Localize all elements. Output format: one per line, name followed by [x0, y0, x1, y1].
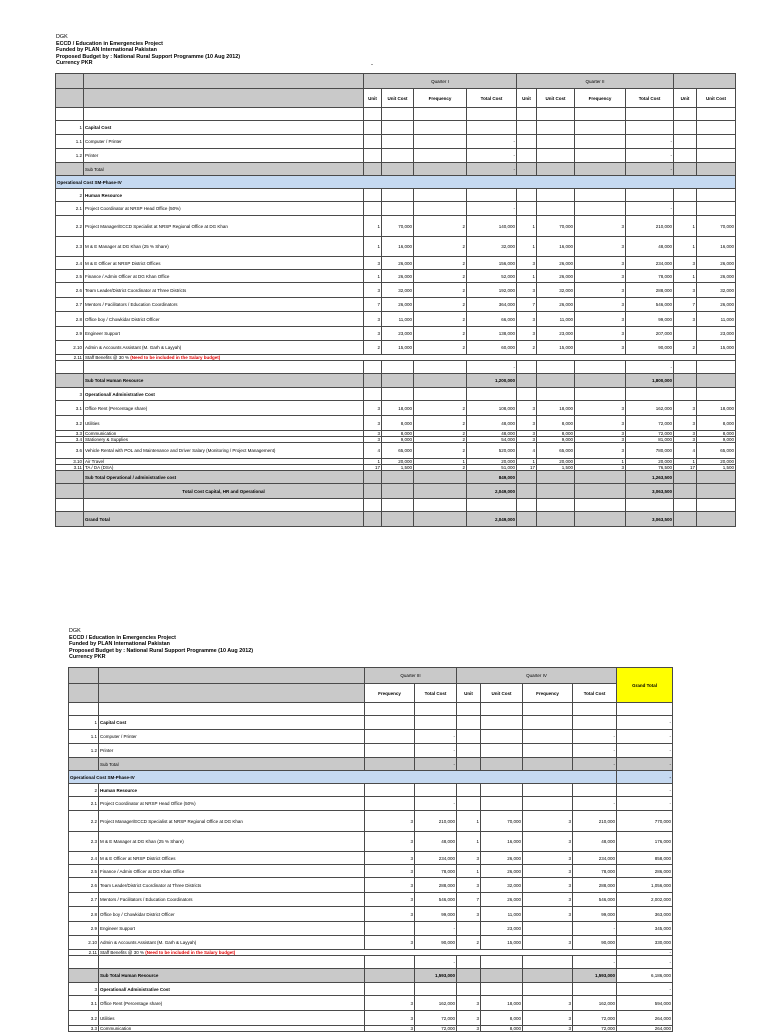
table-row: 3.2 Utilities 3 8,000 2 48,000 3 8,000 3 72,000 3 8,000 — [56, 416, 736, 431]
row-label: Communication — [84, 431, 364, 437]
row-label: Sub Total — [84, 163, 364, 176]
grand-total-cell: 770,000 — [617, 811, 673, 832]
table-row: 2.8 Office boy / Chowkidar District Officer 3 99,000 3 11,000 3 99,000 363,000 — [69, 907, 673, 922]
table-row: 3 Operational/ Administrative Cost — [56, 388, 736, 401]
table-row: 1.2 Printer - - — [56, 149, 736, 163]
table-row: 3.10 Air Travel 1 20,000 1 20,000 1 20,000 1 20,000 1 20,000 — [56, 459, 736, 465]
table-row: 2 Human Resource - — [69, 784, 673, 797]
quarter-header-row — [56, 74, 736, 89]
subtotal-row: Sub Total - - - — [69, 758, 673, 771]
col-frequency: Frequency — [365, 684, 415, 703]
salary-note: (Need to be included in the Salary budget) — [145, 950, 236, 955]
row-label: Human Resource — [84, 189, 364, 202]
table-row: 3.3 Communication 3 8,000 2 48,000 3 8,000 3 72,000 3 8,000 — [56, 431, 736, 437]
proposal-line: Proposed Budget by : National Rural Support Programme (10 Aug 2012) — [56, 53, 241, 60]
col-total-cost: Total Cost — [467, 89, 517, 108]
subtotal-row: Sub Total Operational / administrative cost 849,000 1,263,500 — [56, 471, 736, 484]
row-label: Stationery & Supplies — [84, 437, 364, 443]
project-title: ECCD / Education in Emergencies Project — [56, 40, 163, 47]
table-row: 3.11 TA / DA (DSA) 17 1,500 2 51,000 17 1,500 3 76,500 17 1,500 — [56, 465, 736, 471]
table-row: 2.6 Team Leader/District Coordinator at Three Districts 3 288,000 3 32,000 3 288,000 1,056,000 — [69, 878, 673, 893]
table-row: 1 Capital Cost — [56, 121, 736, 135]
row-label: Capital Cost — [84, 121, 364, 135]
grand-total-cell: 264,000 — [617, 1026, 673, 1032]
grand-total-cell: 858,000 — [617, 852, 673, 865]
table-row: 3.4 Stationery & Supplies 3 9,000 2 54,000 3 9,000 3 81,000 3 9,000 — [56, 437, 736, 443]
row-label: M & E Manager at DG Khan (25 % Share) — [99, 832, 365, 852]
section-row — [56, 176, 736, 189]
table-row: 2.10 Admin & Accounts Assistant (M. Garh & Layyah) 3 90,000 2 15,000 3 90,000 330,000 — [69, 936, 673, 950]
col-unit-cost: Unit Cost — [537, 89, 575, 108]
row-label: Team Leader/District Coordinator at Three Districts — [84, 283, 364, 298]
quarter-3-label: Quarter III — [365, 668, 457, 684]
grand-total-cell: 286,000 — [617, 865, 673, 878]
col-total-cost: Total Cost — [626, 89, 674, 108]
row-label: Office boy / Chowkidar District Officer — [84, 312, 364, 327]
row-label: Vehicle Rental with POL and Maintenance and Driver Salary (Monitoring / Project Management) — [84, 443, 364, 459]
row-label: TA / DA (DSA) — [84, 465, 364, 471]
quarter-4-label: Quarter IV — [457, 668, 617, 684]
table-row: 3.2 Utilities 3 72,000 3 8,000 3 72,000 264,000 — [69, 1011, 673, 1026]
row-label: Air Travel — [84, 459, 364, 465]
row-label: Operational/ Administrative Cost — [99, 983, 365, 996]
col-unit: Unit — [674, 89, 697, 108]
table-row: 1.1 Computer / Printer - - - — [69, 730, 673, 744]
grand-total-cell: - — [617, 797, 673, 811]
col-frequency: Frequency — [414, 89, 467, 108]
grand-total-cell: - — [617, 950, 673, 956]
table-row: 2.1 Project Coordinator at NRSP Head Office (50%) - - - — [69, 797, 673, 811]
row-label: Mentors / Facilitators / Education Coordinators — [84, 298, 364, 312]
grand-total-cell: 2,002,000 — [617, 893, 673, 907]
column-header-row — [56, 89, 736, 108]
row-label: Staff Benefits @ 30 % (Need to be included in the Salary budget) — [84, 355, 736, 361]
org-code: DGK — [56, 34, 68, 40]
project-title: ECCD / Education in Emergencies Project — [69, 634, 176, 641]
table-row: 3.6 Vehicle Rental with POL and Maintenance and Driver Salary (Monitoring / Project Management) 4 65,000 2 520,000 4 65,000 3 780,000 4 65,000 — [56, 443, 736, 459]
table-row: 1.1 Computer / Printer - - — [56, 135, 736, 149]
grand-total-cell: 6,186,000 — [617, 969, 673, 983]
table-row: 2.9 Engineer Support - 23,000 - 345,000 — [69, 922, 673, 936]
grand-total-cell: - — [617, 784, 673, 797]
stray-mark: - — [371, 62, 373, 68]
proposal-line: Proposed Budget by : National Rural Support Programme (10 Aug 2012) — [69, 647, 254, 654]
table-row: 2.5 Finance / Admin Officer at DG Khan Office 3 78,000 1 26,000 3 78,000 286,000 — [69, 865, 673, 878]
table-row: 3.1 Office Rent (Percentage share) 3 162,000 3 18,000 3 162,000 594,000 — [69, 996, 673, 1011]
row-label: Finance / Admin Officer at DG Khan Office — [99, 865, 365, 878]
row-label: M & E Officer at NRSP District Offices — [84, 257, 364, 270]
row-label: Finance / Admin Officer at DG Khan Office — [84, 270, 364, 283]
row-label: Mentors / Facilitators / Education Coordinators — [99, 893, 365, 907]
spacer-row — [56, 499, 736, 512]
budget-table-q1-q2 — [55, 73, 736, 527]
table-row: 2.10 Admin & Accounts Assistant (M. Garh & Layyah) 2 15,000 2 60,000 2 15,000 3 90,000 2 15,000 — [56, 341, 736, 355]
table-row: 2.2 Project Manager/ECCD Specialist at NRSP Regional Office at DG Khan 3 210,000 1 70,000 3 210,000 770,000 — [69, 811, 673, 832]
grand-total-cell: 176,000 — [617, 832, 673, 852]
spacer-row — [69, 703, 673, 716]
table-row: 3 Operational/ Administrative Cost - — [69, 983, 673, 996]
col-total-cost: Total Cost — [573, 684, 617, 703]
grand-total-header: Grand Total — [617, 668, 673, 703]
table-row: 3.3 Communication 3 72,000 3 8,000 3 72,000 264,000 — [69, 1026, 673, 1032]
col-unit-cost: Unit Cost — [382, 89, 414, 108]
table-row: 2 Human Resource — [56, 189, 736, 202]
table-row: - - — [56, 361, 736, 374]
row-label: Printer — [84, 149, 364, 163]
grand-total-cell: 594,000 — [617, 996, 673, 1011]
table-row: 2.5 Finance / Admin Officer at DG Khan Office 1 26,000 2 52,000 1 26,000 3 78,000 1 26,000 — [56, 270, 736, 283]
row-label: Human Resource — [99, 784, 365, 797]
currency-line: Currency PKR — [69, 654, 106, 661]
table-row: 2.6 Team Leader/District Coordinator at Three Districts 3 32,000 2 192,000 3 32,000 3 288,000 3 32,000 — [56, 283, 736, 298]
row-label: Utilities — [99, 1011, 365, 1026]
row-label: Sub Total Human Resource — [99, 969, 365, 983]
row-label: Engineer Support — [99, 922, 365, 936]
col-frequency: Frequency — [575, 89, 626, 108]
table-row: 1.2 Printer - - - — [69, 744, 673, 758]
table-row: 2.3 M & E Manager at DG Khan (25 % Share) 3 48,000 1 16,000 3 48,000 176,000 — [69, 832, 673, 852]
row-label: Engineer Support — [84, 327, 364, 341]
grand-total-row: Grand Total 2,049,000 3,063,500 — [56, 512, 736, 527]
row-label: Computer / Printer — [99, 730, 365, 744]
org-code: DGK — [69, 628, 81, 634]
col-total-cost: Total Cost — [415, 684, 457, 703]
row-label: Grand Total — [84, 512, 364, 527]
grand-total-cell: - — [617, 956, 673, 969]
col-frequency: Frequency — [523, 684, 573, 703]
grand-total-cell: 345,000 — [617, 922, 673, 936]
section-title: Operational Cost SM-Phase-IV — [69, 771, 617, 784]
grand-total-cell: - — [617, 758, 673, 771]
grand-total-cell: - — [617, 771, 673, 784]
table-row: 2.8 Office boy / Chowkidar District Officer 3 11,000 2 66,000 3 11,000 3 99,000 3 11,000 — [56, 312, 736, 327]
col-unit: Unit — [517, 89, 537, 108]
section-row — [69, 771, 673, 784]
document-header-page-2 — [69, 628, 253, 661]
table-row: 2.2 Project Manager/ECCD Specialist at NRSP Regional Office at DG Khan 1 70,000 2 140,000 1 70,000 3 210,000 1 70,000 — [56, 216, 736, 237]
row-label: Office Rent (Percentage share) — [84, 401, 364, 416]
table-row: 2.3 M & E Manager at DG Khan (25 % Share) 1 16,000 2 32,000 1 16,000 3 48,000 1 16,000 — [56, 237, 736, 257]
row-label: Staff Benefits @ 30 % (Need to be included in the Salary budget) — [99, 950, 617, 956]
subtotal-row: Sub Total Human Resource 1,200,000 1,800,000 — [56, 374, 736, 388]
currency-line: Currency PKR — [56, 60, 93, 67]
table-row: 2.7 Mentors / Facilitators / Education Coordinators 7 26,000 2 364,000 7 26,000 3 546,000 7 26,000 — [56, 298, 736, 312]
row-label: Operational/ Administrative Cost — [84, 388, 364, 401]
row-label: Sub Total — [99, 758, 365, 771]
col-unit: Unit — [364, 89, 382, 108]
row-label: M & E Officer at NRSP District Offices — [99, 852, 365, 865]
column-header-row — [69, 684, 673, 703]
table-row: 2.1 Project Coordinator at NRSP Head Office (50%) - - — [56, 202, 736, 216]
row-label: Office boy / Chowkidar District Officer — [99, 907, 365, 922]
row-label: M & E Manager at DG Khan (25 % Share) — [84, 237, 364, 257]
row-label: Admin & Accounts Assistant (M. Garh & Layyah) — [99, 936, 365, 950]
table-row: 2.4 M & E Officer at NRSP District Offices 3 26,000 2 156,000 3 26,000 3 234,000 3 26,000 — [56, 257, 736, 270]
grand-total-cell: - — [617, 983, 673, 996]
row-label: Team Leader/District Coordinator at Three Districts — [99, 878, 365, 893]
grand-total-cell: - — [617, 744, 673, 758]
spacer-row — [56, 108, 736, 121]
row-label: Office Rent (Percentage share) — [99, 996, 365, 1011]
table-row: 2.9 Engineer Support 3 23,000 2 138,000 3 23,000 3 207,000 23,000 — [56, 327, 736, 341]
col-unit-cost: Unit Cost — [481, 684, 523, 703]
table-row: 3.1 Office Rent (Percentage share) 3 18,000 2 108,000 3 18,000 3 162,000 3 18,000 — [56, 401, 736, 416]
funder-line: Funded by PLAN International Pakistan — [69, 641, 170, 648]
subtotal-row: Sub Total Human Resource 1,593,000 1,593,000 6,186,000 — [69, 969, 673, 983]
grand-total-cell: 330,000 — [617, 936, 673, 950]
grand-total-cell: - — [617, 730, 673, 744]
row-label: Total Cost Capital, HR and Operational — [84, 484, 364, 499]
row-label: Communication — [99, 1026, 365, 1032]
document-header — [56, 34, 240, 67]
row-label: Project Coordinator at NRSP Head Office (50%) — [99, 797, 365, 811]
table-row: - - - — [69, 956, 673, 969]
budget-table-q3-q4 — [68, 667, 673, 1032]
quarter-1-label: Quarter I — [364, 74, 517, 89]
row-label: Capital Cost — [99, 716, 365, 730]
grand-total-cell: 363,000 — [617, 907, 673, 922]
row-label: Project Manager/ECCD Specialist at NRSP Regional Office at DG Khan — [99, 811, 365, 832]
table-row: 2.11 Staff Benefits @ 30 % (Need to be included in the Salary budget) — [56, 355, 736, 361]
grand-total-cell: - — [617, 716, 673, 730]
salary-note: (Need to be included in the Salary budget) — [130, 355, 221, 360]
row-label: Admin & Accounts Assistant (M. Garh & Layyah) — [84, 341, 364, 355]
table-row: 2.4 M & E Officer at NRSP District Offices 3 234,000 3 26,000 3 234,000 858,000 — [69, 852, 673, 865]
subtotal-row: Sub Total - - — [56, 163, 736, 176]
row-label: Project Manager/ECCD Specialist at NRSP Regional Office at DG Khan — [84, 216, 364, 237]
row-label: Project Coordinator at NRSP Head Office (50%) — [84, 202, 364, 216]
row-label: Sub Total Human Resource — [84, 374, 364, 388]
row-label: Sub Total Operational / administrative cost — [84, 471, 364, 484]
col-unit-cost: Unit Cost — [697, 89, 736, 108]
grand-total-cell: 264,000 — [617, 1011, 673, 1026]
row-label: Utilities — [84, 416, 364, 431]
col-unit: Unit — [457, 684, 481, 703]
total-row: Total Cost Capital, HR and Operational 2,049,000 3,063,500 — [56, 484, 736, 499]
quarter-header-row — [69, 668, 673, 684]
row-label: Printer — [99, 744, 365, 758]
row-label: Computer / Printer — [84, 135, 364, 149]
table-row: 2.11 Staff Benefits @ 30 % (Need to be included in the Salary budget) - — [69, 950, 673, 956]
funder-line: Funded by PLAN International Pakistan — [56, 47, 157, 54]
table-row: 1 Capital Cost - — [69, 716, 673, 730]
section-title: Operational Cost SM-Phase-IV — [56, 176, 736, 189]
grand-total-cell: 1,056,000 — [617, 878, 673, 893]
table-row: 2.7 Mentors / Facilitators / Education Coordinators 3 546,000 7 26,000 3 546,000 2,002,000 — [69, 893, 673, 907]
quarter-2-label: Quarter II — [517, 74, 674, 89]
